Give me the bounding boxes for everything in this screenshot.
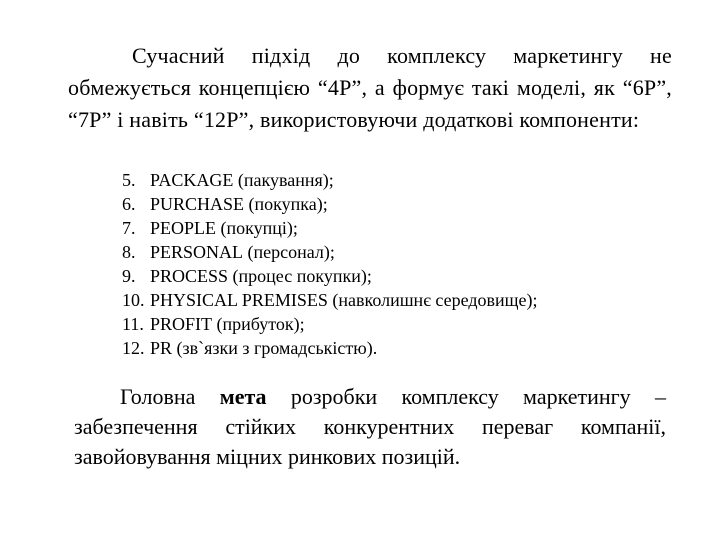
item-description: (навколишнє середовище);: [332, 290, 538, 310]
item-description: (персонал);: [247, 242, 335, 262]
item-term: PR: [150, 338, 173, 358]
item-term: PEOPLE: [150, 218, 217, 238]
item-description: (покупці);: [220, 218, 298, 238]
item-number: 5.: [122, 170, 136, 190]
marketing-components-list: [122, 168, 682, 360]
intro-paragraph: [68, 40, 672, 136]
list-item: [122, 168, 682, 192]
item-term: PACKAGE: [150, 170, 234, 190]
list-item: [122, 192, 682, 216]
item-number: 8.: [122, 242, 136, 262]
list-item: [122, 336, 682, 360]
intro-text: Сучасний підхід до комплексу маркетингу не обмежується концепцією “4P”, а формує такі моделі, як “6P”, “7P” і навіть “12P”, використовуючи додаткові компоненти:: [68, 43, 672, 132]
item-number: 7.: [122, 218, 136, 238]
item-number: 9.: [122, 266, 136, 286]
list-item: [122, 312, 682, 336]
item-description: (зв`язки з громадськістю).: [176, 338, 378, 358]
list-item: [122, 240, 682, 264]
list-item: [122, 264, 682, 288]
list-item: [122, 288, 682, 312]
goal-paragraph: [74, 382, 666, 472]
item-description: (покупка);: [248, 194, 328, 214]
item-term: PERSONAL: [150, 242, 244, 262]
item-term: PURCHASE: [150, 194, 245, 214]
item-description: (процес покупки);: [232, 266, 372, 286]
item-description: (пакування);: [237, 170, 334, 190]
item-number: 6.: [122, 194, 136, 214]
item-description: (прибуток);: [216, 314, 305, 334]
goal-text-after: розробки комплексу маркетингу – забезпечення стійких конкурентних переваг компанії, завойовування міцних ринкових позицій.: [74, 384, 666, 469]
item-number: 11.: [122, 314, 144, 334]
item-term: PHYSICAL PREMISES: [150, 290, 328, 310]
list-item: [122, 216, 682, 240]
item-term: PROFIT: [150, 314, 213, 334]
goal-text-before: Головна: [120, 384, 220, 409]
item-number: 12.: [122, 338, 145, 358]
item-number: 10.: [122, 290, 145, 310]
goal-keyword: мета: [219, 384, 267, 409]
item-term: PROCESS: [150, 266, 229, 286]
